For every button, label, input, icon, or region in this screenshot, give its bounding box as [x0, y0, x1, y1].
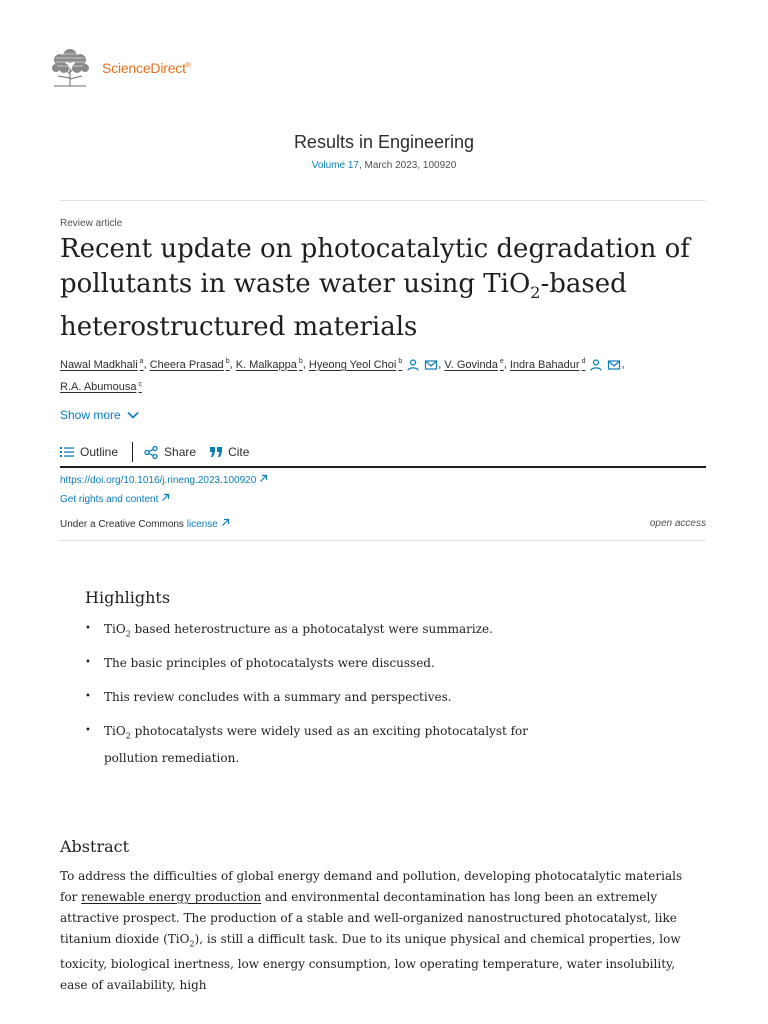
article-toolbar	[60, 438, 706, 468]
site-header	[48, 46, 191, 90]
license-text: license	[186, 519, 218, 530]
author-separator: ,	[302, 358, 309, 371]
divider-meta	[60, 540, 706, 541]
bullet-icon: •	[85, 725, 91, 736]
cite-button[interactable]	[210, 445, 249, 459]
abstract-text-1: To address the difficulties of global energy demand and pollution, developing photocatalytic materials for	[60, 869, 683, 904]
abstract-heading: Abstract	[60, 837, 130, 856]
author-separator: ,	[143, 358, 150, 371]
author-name: Nawal Madkhali	[60, 358, 138, 371]
author-separator: ,	[229, 358, 236, 371]
external-link-icon	[161, 493, 170, 502]
author-list	[60, 352, 700, 397]
author-separator: ,	[621, 358, 625, 371]
highlight-text	[104, 686, 452, 708]
quote-icon	[210, 447, 222, 457]
highlight-text-b: photocatalysts were widely used as an exciting photocatalyst for pollution remediation.	[104, 724, 529, 766]
author-name: Indra Bahadur	[509, 358, 580, 371]
abstract-body	[60, 866, 700, 996]
bullet-icon: •	[85, 657, 91, 668]
author-link[interactable]	[150, 359, 230, 371]
author-name: K. Malkappa	[235, 358, 297, 371]
sciencedirect-brand[interactable]	[102, 60, 191, 76]
toolbar-divider	[132, 442, 133, 462]
author-name: R.A. Abumousa	[60, 381, 137, 394]
author-link[interactable]	[60, 381, 142, 393]
journal-title[interactable]: Results in Engineering	[293, 132, 475, 152]
bullet-icon: •	[85, 623, 91, 634]
author-affiliation: d	[581, 358, 586, 365]
abstract-text-3: ), is still a difficult task. Due to its unique physical and chemical properties, low toxicity, biological inertness, low energy consumption, low operating temperature, water insolubility, ease of availability, high	[60, 932, 681, 993]
renewable-energy-link[interactable]: renewable energy production	[81, 890, 262, 904]
rights-text: Get rights and content	[60, 494, 159, 505]
person-icon[interactable]	[589, 359, 603, 371]
highlight-text	[104, 652, 435, 674]
highlight-text	[104, 720, 575, 769]
highlights-heading: Highlights	[85, 588, 171, 607]
author-name: Hyeong Yeol Choi	[308, 358, 397, 371]
email-icon[interactable]	[607, 359, 621, 371]
doi-text: https://doi.org/10.1016/j.rineng.2023.100920	[60, 475, 257, 486]
title-text-2: -based heterostructured materials	[60, 269, 627, 343]
show-more-button[interactable]	[60, 408, 139, 422]
highlight-text-b: based heterostructure as a photocatalyst were summarize.	[130, 622, 493, 636]
author-name: Cheera Prasad	[149, 358, 224, 371]
author-link[interactable]	[510, 359, 586, 371]
title-subscript: 2	[530, 283, 541, 303]
article-type: Review article	[60, 218, 123, 229]
bullet-icon: •	[85, 691, 91, 702]
author-separator: ,	[503, 358, 510, 371]
highlight-item	[85, 720, 575, 769]
volume-link[interactable]: Volume 17	[311, 160, 359, 171]
highlight-item	[85, 686, 575, 708]
brand-name: ScienceDirect	[102, 60, 186, 76]
rights-link[interactable]	[60, 493, 170, 505]
author-link[interactable]	[444, 359, 503, 371]
brand-mark: ®	[185, 62, 191, 70]
person-icon[interactable]	[406, 359, 420, 371]
share-button[interactable]	[144, 445, 196, 459]
author-link[interactable]	[60, 359, 144, 371]
cite-label: Cite	[228, 445, 250, 459]
doi-link[interactable]	[60, 474, 268, 486]
chevron-down-icon	[127, 411, 139, 419]
divider-top	[60, 200, 706, 201]
highlight-subscript: 2	[125, 629, 131, 639]
abstract-subscript: 2	[189, 939, 195, 949]
author-affiliation: b	[398, 358, 403, 365]
elsevier-tree-logo-icon[interactable]	[48, 46, 92, 90]
share-label: Share	[164, 445, 197, 459]
outline-label: Outline	[80, 445, 119, 459]
license-row	[60, 518, 706, 530]
external-link-icon	[221, 518, 230, 527]
author-separator: ,	[438, 358, 445, 371]
highlight-text-a: This review concludes with a summary and perspectives.	[104, 690, 452, 704]
author-link[interactable]	[309, 359, 402, 371]
outline-button[interactable]	[60, 445, 118, 459]
outline-list-icon	[60, 446, 74, 458]
email-icon[interactable]	[424, 359, 438, 371]
highlight-text-a: TiO	[104, 622, 126, 636]
highlight-subscript: 2	[125, 731, 131, 741]
author-affiliation: c	[138, 380, 142, 388]
highlight-item	[85, 652, 575, 674]
license-link[interactable]	[187, 519, 230, 530]
title-text-1: Recent update on photocatalytic degradation of pollutants in waste water using TiO	[60, 234, 690, 299]
journal-info	[0, 132, 768, 171]
highlight-text-a: The basic principles of photocatalysts were discussed.	[104, 656, 435, 670]
author-affiliation: b	[225, 358, 230, 365]
highlight-item	[85, 618, 575, 645]
author-name: V. Govinda	[444, 358, 498, 371]
license-prefix: Under a Creative Commons	[60, 519, 187, 530]
journal-meta	[0, 160, 768, 171]
author-affiliation: a	[139, 358, 144, 365]
share-icon	[144, 446, 158, 459]
article-title	[60, 232, 700, 345]
author-affiliation: b	[298, 358, 303, 365]
highlight-text	[104, 618, 493, 645]
author-link[interactable]	[236, 359, 303, 371]
author-affiliation: e	[499, 358, 504, 365]
show-more-label: Show more	[60, 408, 121, 422]
external-link-icon	[259, 474, 268, 483]
highlight-text-a: TiO	[104, 724, 126, 738]
abstract-text-2: and environmental decontamination has long been an extremely attractive prospect. The production of a stable and well-organized nanostructured photocatalyst, like titanium dioxide (TiO	[60, 890, 677, 946]
journal-date-issue: , March 2023, 100920	[358, 160, 457, 171]
open-access-badge: open access	[649, 518, 706, 529]
license-statement	[60, 518, 230, 530]
